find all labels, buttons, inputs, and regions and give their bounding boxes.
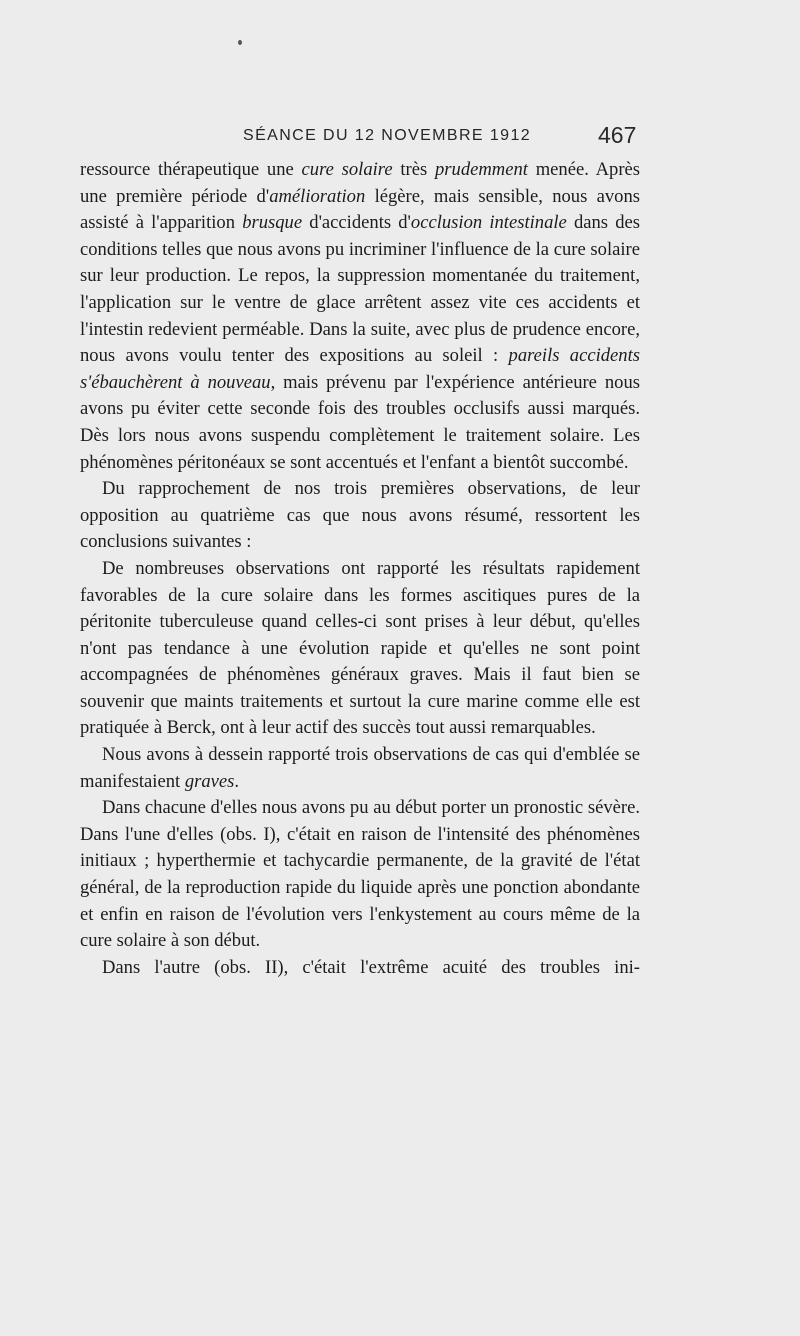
- text-run: De nombreuses observations ont rapporté les résultats rapidement favorables de la cure solaire dans les formes ascitiques pures de la péritonite tuberculeuse quand celles-ci sont prises à leur début, qu'elles n'ont pas tendance à une évolution rapide et qu'elles ne sont point accompagnées de phénomènes généraux graves. Mais il faut bien se souvenir que maints traitements et surtout la cure marine comme elle est pratiquée à Berck, ont à leur actif des succès tout aussi remarquables.: [80, 557, 640, 739]
- text-run: Dans chacune d'elles nous avons pu au début porter un pronostic sévère. Dans l'une d'elles (obs. I), c'était en raison de l'intensité des phénomènes initiaux ; hyperthermie et tachycardie permanente, de la gravité de l'état général, de la reproduction rapide du liquide après une ponction abondante et enfin en raison de l'évolution vers l'enkystement au cours même de la cure solaire à son début.: [80, 797, 640, 952]
- paragraph: [80, 955, 640, 982]
- text-run: .: [234, 770, 240, 792]
- text-run: très: [392, 159, 435, 180]
- italic-text: cure solaire: [301, 159, 393, 180]
- text-run: légère, mais sensible, nous avons assisté à l'apparition: [80, 185, 640, 234]
- paragraph: [80, 157, 640, 476]
- running-header: [0, 122, 800, 152]
- body-text: [80, 157, 640, 981]
- italic-text: prudemment: [434, 159, 528, 180]
- paragraph: [80, 795, 640, 955]
- italic-text: graves: [184, 770, 235, 792]
- text-run: d'accidents d': [302, 212, 411, 234]
- text-run: Dans l'autre (obs. II), c'était l'extrême acuité des troubles ini-: [102, 956, 640, 978]
- text-run: ressource thérapeutique une: [80, 159, 302, 180]
- italic-text: brusque: [242, 212, 303, 234]
- text-run: Du rapprochement de nos trois premières observations, de leur opposition au quatrième cas que nous avons résumé, ressortent les conclusions suivantes :: [80, 478, 640, 553]
- paragraph: [80, 742, 640, 795]
- ink-speck: [238, 40, 242, 45]
- text-run: dans des conditions telles que nous avons pu incriminer l'influence de la cure solaire sur leur production. Le repos, la suppression momentanée du traitement, l'application sur le ventre de glace arrêtent assez vite ces accidents et l'intestin redevient perméable. Dans la suite, avec plus de prudence encore, nous avons voulu tenter des expositions au soleil :: [80, 212, 640, 367]
- italic-text: occlusion intestinale: [410, 212, 567, 234]
- page-number: 467: [598, 122, 637, 148]
- paragraph: [80, 476, 640, 556]
- text-run: menée. Après une première période d': [80, 159, 641, 207]
- italic-text: amélioration: [269, 185, 366, 207]
- text-run: , mais prévenu par l'expérience antérieure nous avons pu éviter cette seconde fois des troubles occlusifs aussi marqués. Dès lors nous avons suspendu complètement le traitement solaire. Les phénomènes péritonéaux se sont accentués et l'enfant a bientôt succombé.: [80, 371, 640, 473]
- paragraph: [80, 556, 640, 742]
- text-run: Nous avons à dessein rapporté trois observations de cas qui d'emblée se manifestaient: [80, 744, 640, 792]
- running-title: SÉANCE DU 12 NOVEMBRE 1912: [243, 127, 532, 144]
- italic-text: pareils accidents s'ébauchèrent à nouveau: [80, 345, 641, 393]
